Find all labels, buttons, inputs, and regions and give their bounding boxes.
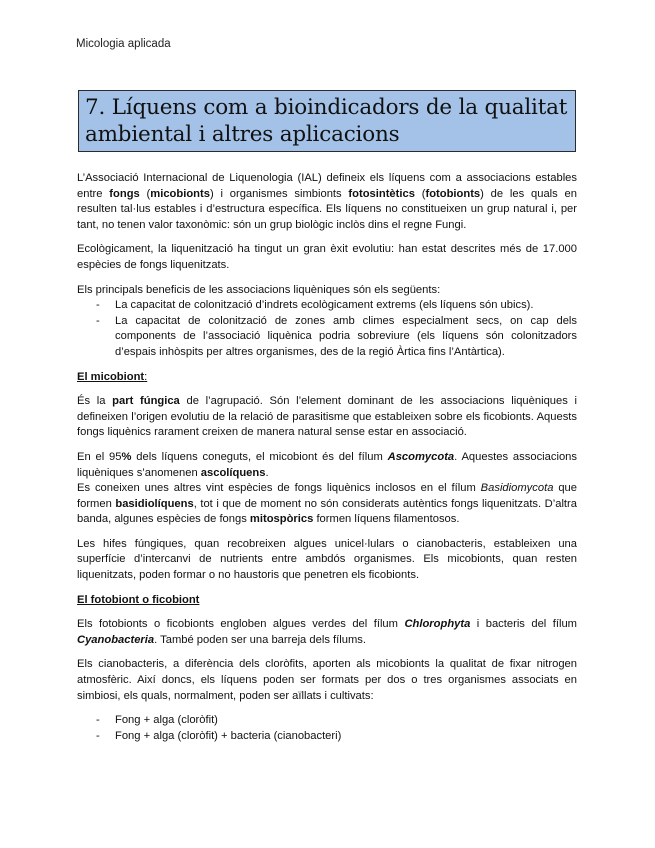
list-item: - Fong + alga (cloròfit): [96, 714, 218, 727]
fotobiont-heading: El fotobiont o ficobiont: [77, 593, 200, 606]
list-item: - La capacitat de colonització de zones amb climes especialment secs, on cap dels components de l’associació liquènica podria sobreviure (els líquens són colonitzadors d’espais inhòspits per altres organismes, des de la regió Àrtica fins l’Antàrtica).: [96, 314, 577, 358]
section-title-box: [78, 90, 576, 152]
micobiont-heading: El micobiont:: [77, 370, 148, 383]
intro-paragraph-2: Ecològicament, la liquenització ha tingut un gran èxit evolutiu: han estat descrites més de 17.000 espècies de fongs liquenitzats.: [77, 243, 577, 271]
fotobiont-paragraph-2: Els cianobacteris, a diferència dels cloròfits, aporten als micobionts la qualitat de fixar nitrogen atmosfèric. Així doncs, els líquens poden ser formats per dos o tres organismes associats en simbiosi, els quals, normalment, poden ser aïllats i cultivats:: [77, 658, 577, 702]
micobiont-paragraph-2b: Es coneixen unes altres vint espècies de fongs liquènics inclosos en el fílum Basidiomycota que formen basidiolíquens, tot i que de moment no són considerats autèntics fongs liquenitzats. D’altra banda, algunes espècies de fongs mitospòrics formen líquens filamentosos.: [77, 482, 577, 526]
intro-paragraph-3: Els principals beneficis de les associacions liquèniques són els següents:: [77, 283, 441, 296]
micobiont-paragraph-2a: En el 95% dels líquens coneguts, el micobiont és del fílum Ascomycota. Aquestes associacions liquèniques s’anomenen ascolíquens.: [77, 450, 577, 479]
benefits-list: [77, 298, 577, 360]
list-item: - La capacitat de colonització d’indrets ecològicament extrems (els líquens són ubics).: [96, 299, 534, 312]
page-header: Micologia aplicada: [76, 38, 171, 50]
document-body: [77, 171, 577, 753]
organisms-list: [77, 713, 577, 744]
list-item: - Fong + alga (cloròfit) + bacteria (cianobacteri): [96, 729, 342, 742]
section-title-line-1: 7. Líquens com a bioindicadors de la qualitat: [85, 95, 568, 120]
section-title: [85, 94, 569, 148]
section-title-line-2: ambiental i altres aplicacions: [85, 122, 400, 147]
micobiont-paragraph-1: És la part fúngica de l’agrupació. Són l’element dominant de les associacions liquèniques i defineixen l’origen evolutiu de la relació de parasitisme que estableixen sobre els ficobionts. Aquests fongs liquènics rarament creixen de manera natural sense estar en associació.: [77, 395, 578, 439]
intro-paragraph-1: L’Associació Internacional de Liquenologia (IAL) defineix els líquens com a associacions estables entre fongs (micobionts) i organismes simbionts fotosintètics (fotobionts) de les quals en resulten tal·lus estables i d’estructura específica. Els líquens no constitueixen un grup natural i, per tant, no tenen valor taxonòmic: són un grup biològic inclòs dins el regne Fungi.: [77, 172, 577, 231]
fotobiont-paragraph-1: Els fotobionts o ficobionts engloben algues verdes del fílum Chlorophyta i bacteris del fílum Cyanobacteria. També poden ser una barreja dels fílums.: [77, 618, 577, 646]
micobiont-paragraph-3: Les hifes fúngiques, quan recobreixen algues unicel·lulars o cianobacteris, estableixen una superfície d’intercanvi de nutrients entre ambdós organismes. Els micobionts, quan resten liquenitzats, poden formar o no haustoris que penetren els ficobionts.: [77, 537, 577, 582]
